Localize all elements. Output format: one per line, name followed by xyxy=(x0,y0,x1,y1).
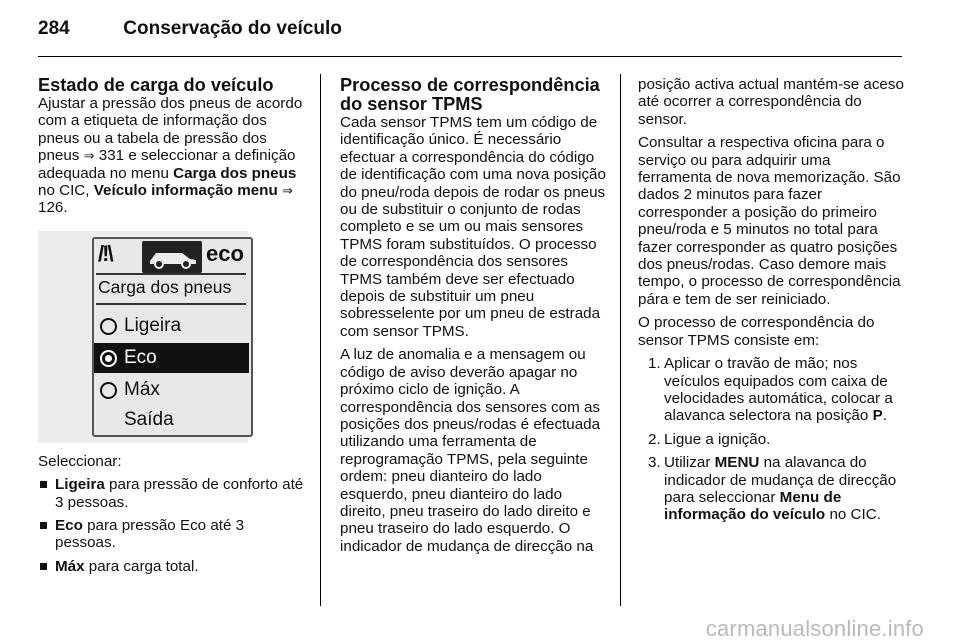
menu-name-veiculo: Veículo informação menu xyxy=(93,182,278,200)
list-item: 2. Ligue a ignição. xyxy=(648,430,771,448)
load-paragraph: Ajustar a pressão dos pneus de acordo com a etiqueta de informação dos pneus ou a tabela de pressão dos pneus ⇒ 331 e seleccionar a definição adequada no menu Carga dos pneus no CIC, Veículo informação menu ⇒ 126. xyxy=(38,95,303,217)
header-rule xyxy=(38,56,902,57)
display-screen-image xyxy=(38,231,248,443)
radio-selected-icon xyxy=(100,350,117,367)
display-frame xyxy=(92,237,253,437)
section-heading-load: Estado de carga do veículo xyxy=(38,75,274,95)
tpms-paragraph-2: A luz de anomalia e a mensagem ou código de aviso deverão apagar no próximo ciclo de ignição. A correspondência dos sensores com as posições dos pneus/rodas é efectuada utilizando uma ferramenta de reprogramação TPMS, pela seguinte ordem: pneu dianteiro do lado esquerdo, pneu dianteiro do lado direito, pneu traseiro do lado direito e pneu traseiro do lado esquerdo. O indicador de mudança de direcção na xyxy=(340,346,601,555)
column-3 xyxy=(638,76,904,530)
option-eco[interactable]: Eco xyxy=(94,343,249,373)
section-heading-tpms: Processo de correspondência do sensor TPMS xyxy=(340,75,600,114)
tpms-paragraph-4: Consultar a respectiva oficina para o serviço ou para adquirir uma ferramenta de nova memorização. São dados 2 minutos para fazer corresponder a posição do primeiro pneu/roda e 5 minutos no total para fazer corresponder as quatro posições dos pneus/rodas. Caso demore mais tempo, o processo de correspondência pára e tem de ser reiniciado. xyxy=(638,134,901,308)
select-label: Seleccionar: xyxy=(38,452,122,470)
list-item: 3. Utilizar MENU na alavanca do indicador de mudança de direcção para seleccionar Menu de informação do veículo no CIC. xyxy=(648,454,897,524)
column-divider-2 xyxy=(620,74,621,606)
eco-icon: eco xyxy=(206,240,244,266)
page-title: Conservação do veículo xyxy=(123,18,342,39)
list-item: Eco para pressão Eco até 3 pessoas. xyxy=(38,517,308,552)
list-item: Máx para carga total. xyxy=(38,558,308,575)
tpms-paragraph-5: O processo de correspondência do sensor TPMS consiste em: xyxy=(638,314,875,349)
page-number: 284 xyxy=(38,18,70,39)
column-2 xyxy=(340,76,606,561)
warning-icon: /!\ xyxy=(98,240,112,266)
display-title: Carga dos pneus xyxy=(98,276,232,297)
page-ref-icon: ⇒ xyxy=(281,183,293,199)
list-item: Ligeira para pressão de conforto até 3 pessoas. xyxy=(38,476,308,511)
option-ligeira[interactable]: Ligeira xyxy=(94,311,249,341)
menu-name-carga: Carga dos pneus xyxy=(173,164,297,182)
page-header xyxy=(38,18,342,48)
option-saida[interactable]: Saída xyxy=(124,408,174,430)
list-item: 1. Aplicar o travão de mão; nos veículos equipados com caixa de velocidades automática, colocar a alavanca selectora na posição P. xyxy=(648,355,893,425)
tpms-paragraph-3: posição activa actual mantém-se aceso até ocorrer a correspondência do sensor. xyxy=(638,76,904,128)
steps-list xyxy=(638,355,904,524)
column-1 xyxy=(38,76,308,581)
option-max[interactable]: Máx xyxy=(94,375,249,405)
watermark-url: carmanualsonline.info xyxy=(705,616,924,641)
radio-icon xyxy=(100,382,117,399)
column-divider-1 xyxy=(320,74,321,606)
page-ref-icon: ⇒ xyxy=(83,148,95,164)
radio-icon xyxy=(100,318,117,335)
tpms-paragraph-1: Cada sensor TPMS tem um código de identificação único. É necessário efectuar a correspondência do código de identificação com uma nova posição do pneu/roda depois de rodar os pneus ou de substituir o conjunto de rodas completo e se um ou mais sensores TPMS foram substituídos. O processo de correspondência dos sensores TPMS também deve ser efectuado depois de substituir um pneu sobresselente por um pneu de estrada com sensor TPMS. xyxy=(340,114,606,340)
car-icon xyxy=(142,241,202,273)
